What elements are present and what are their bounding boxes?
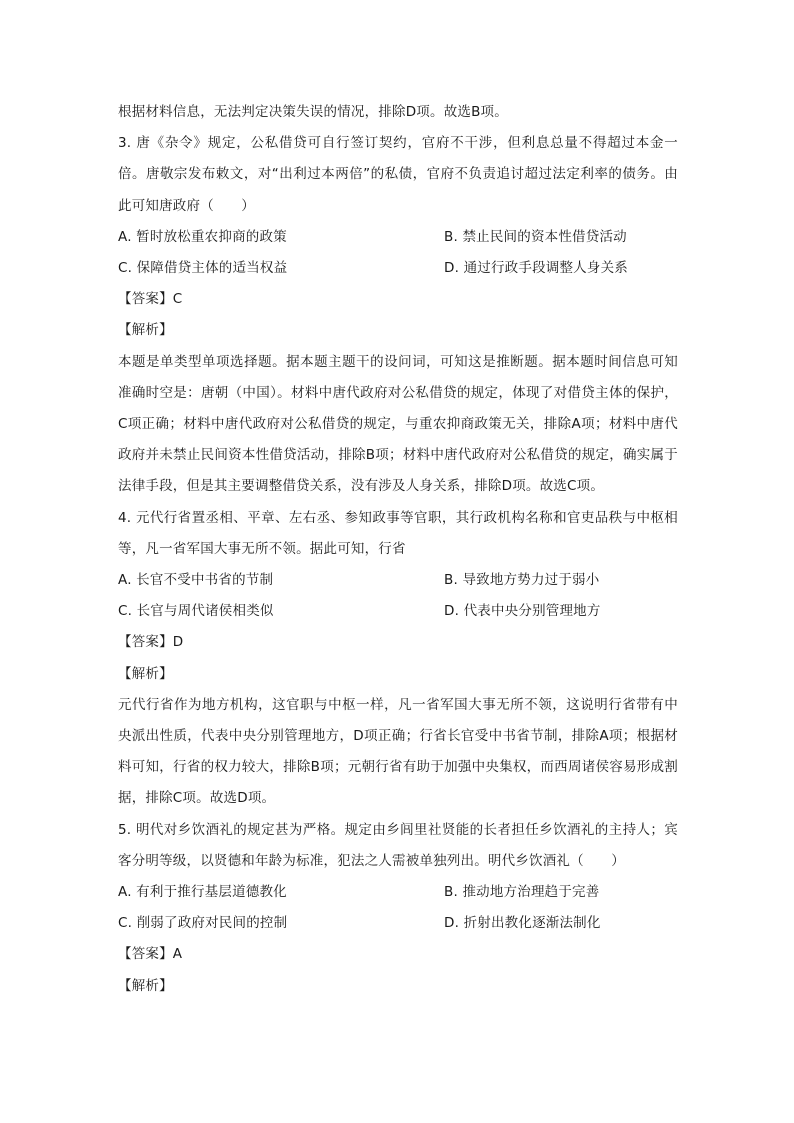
q3-option-d: D. 通过行政手段调整人身关系 [444,259,628,276]
q5-stem: 5. 明代对乡饮酒礼的规定甚为严格。规定由乡闾里社贤能的长者担任乡饮酒礼的主持人；宾客分明等级，以贤德和年龄为标准，犯法之人需被单独列出。明代乡饮酒礼（ ） [118,821,678,869]
q4-analysis: 元代行省作为地方机构，这官职与中枢一样，凡一省军国大事无所不领，这说明行省带有中央派出性质，代表中央分别管理地方，D项正确；行省长官受中书省节制，排除A项；根据材料可知，行省的权力较大，排除B项；元朝行省有助于加强中央集权，而西周诸侯容易形成割据，排除C项。故选D项。 [118,696,678,807]
q5-option-d: D. 折射出教化逐渐法制化 [444,915,601,932]
q4-option-c: C. 长官与周代诸侯相类似 [118,603,274,620]
q4-option-b: B. 导致地方势力过于弱小 [444,571,600,588]
q5-option-c: C. 削弱了政府对民间的控制 [118,915,288,932]
q4-options-row2 [118,596,678,627]
q3-option-a: A. 暂时放松重农抑商的政策 [118,228,287,245]
q5-answer: 【答案】A [118,946,183,963]
q3-stem: 3. 唐《杂令》规定，公私借贷可自行签订契约，官府不干涉，但利息总量不得超过本金一倍。唐敬宗发布敕文，对“出利过本两倍”的私债，官府不负责追讨超过法定利率的债务。由此可知唐政府（ ） [118,135,678,214]
q4-options-row1 [118,565,678,596]
q5-analysis-label: 【解析】 [118,977,173,994]
document-body [118,97,678,1002]
q4-option-a: A. 长官不受中书省的节制 [118,571,274,588]
q3-analysis-label: 【解析】 [118,322,173,339]
q3-answer: 【答案】C [118,291,183,308]
intro-text: 根据材料信息，无法判定决策失误的情况，排除D项。故选B项。 [118,104,508,120]
q3-option-b: B. 禁止民间的资本性借贷活动 [444,228,627,245]
q4-option-d: D. 代表中央分别管理地方 [444,603,601,620]
q3-options-row2 [118,253,678,284]
q5-option-a: A. 有利于推行基层道德教化 [118,883,287,900]
q4-stem: 4. 元代行省置丞相、平章、左右丞、参知政事等官职，其行政机构名称和官吏品秩与中枢相等，凡一省军国大事无所不领。据此可知，行省 [118,509,678,557]
q3-analysis: 本题是单类型单项选择题。据本题主题干的设问词，可知这是推断题。据本题时间信息可知准确时空是：唐朝（中国）。材料中唐代政府对公私借贷的规定，体现了对借贷主体的保护，C项正确；材料中唐代政府对公私借贷的规定，与重农抑商政策无关，排除A项；材料中唐代政府并未禁止民间资本性借贷活动，排除B项；材料中唐代政府对公私借贷的规定，确实属于法律手段，但是其主要调整借贷关系，没有涉及人身关系，排除D项。故选C项。 [118,353,678,495]
q3-options-row1 [118,222,678,253]
q4-answer: 【答案】D [118,634,184,651]
q4-analysis-label: 【解析】 [118,665,173,682]
q3-option-c: C. 保障借贷主体的适当权益 [118,259,288,276]
q5-option-b: B. 推动地方治理趋于完善 [444,883,600,900]
q5-options-row2 [118,908,678,939]
q5-options-row1 [118,877,678,908]
